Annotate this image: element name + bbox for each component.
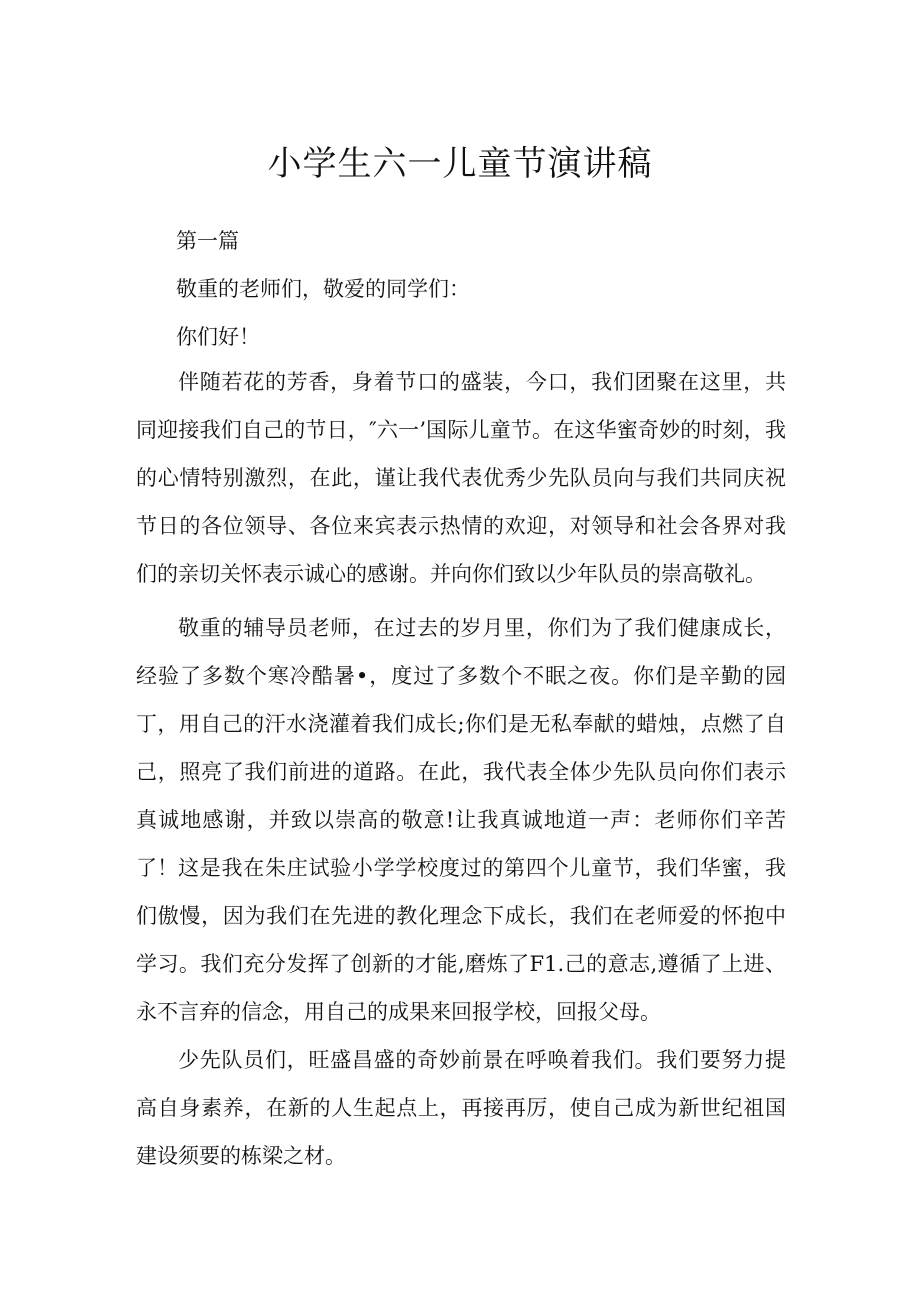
- section-heading: 第一篇: [176, 229, 239, 253]
- document-title: 小学生六一儿童节演讲稿: [267, 144, 653, 184]
- salutation: 敬重的老师们，敬爱的同学们：: [176, 277, 470, 301]
- greeting: 你们好！: [176, 325, 260, 349]
- paragraph-2: 敬重的辅导员老师，在过去的岁月里，你们为了我们健康成长，经验了多数个寒冷酷暑•，度过了多数个不眠之夜。你们是辛勤的园丁，用自己的汗水浇灌着我们成长;你们是无私奉献的蜡烛，点燃了自己，照亮了我们前进的道路。在此，我代表全体少先队员向你们表示真诚地感谢，并致以崇高的敬意!让我真诚地道一声：老师你们辛苦了！: [136, 616, 786, 880]
- paragraph-4: 少先队员们，旺盛昌盛的奇妙前景在呼唤着我们。我们要努力提高自身素养，在新的人生起点上，再接再厉，使自己成为新世纪祖国建设须要的栋梁之材。: [136, 1048, 786, 1168]
- paragraph-1: 伴随若花的芳香，身着节口的盛装，今口，我们团聚在这里，共同迎接我们自己的节日，″六一’国际儿童节。在这华蜜奇妙的时刻，我的心情特别激烈，在此，谨让我代表优秀少先队员向与我们共同庆祝节日的各位领导、各位来宾表示热情的欢迎，对领导和社会各界对我们的亲切关怀表示诚心的感谢。并向你们致以少年队员的崇高敬礼。: [136, 370, 786, 586]
- paragraph-3: 这是我在朱庄试验小学学校度过的第四个儿童节，我们华蜜，我们傲慢，因为我们在先进的教化理念下成长，我们在老师爱的怀抱中学习。我们充分发挥了创新的才能,磨炼了F1.己的意志,遵循了上进、永不言弃的信念，用自己的成果来回报学校，回报父母。: [136, 856, 786, 1024]
